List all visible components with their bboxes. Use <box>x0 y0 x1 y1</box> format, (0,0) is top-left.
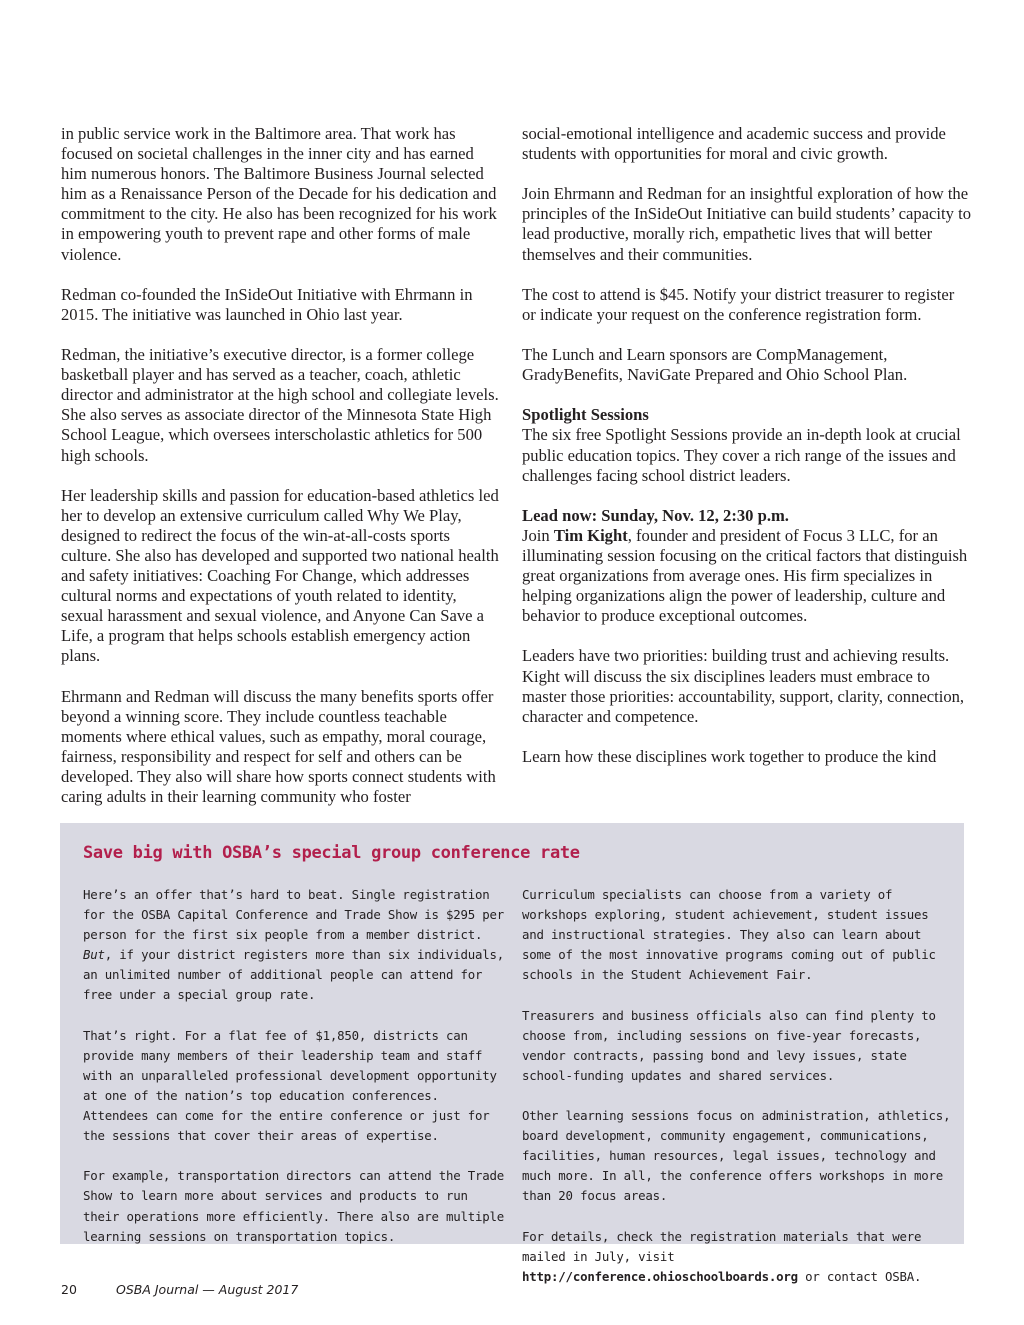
sidebar-paragraph: For example, transportation directors can attend the Trade Show to learn more about services and products to run their operations more efficiently. There also are multiple learning sessions on transportation topics. <box>83 1168 505 1244</box>
sidebar-paragraph: Other learning sessions focus on administration, athletics, board development, community engagement, communications, facilities, human resources, legal issues, technology and much more. In all, the conference offers workshops in more than 20 focus areas. <box>522 1108 951 1204</box>
sidebar-paragraph: Curriculum specialists can choose from a variety of workshops exploring, student achievement, student issues and instructional strategies. They also can learn about some of the most innovative programs coming out of public schools in the Student Achievement Fair. <box>522 887 936 983</box>
publication-name: OSBA Journal — August 2017 <box>116 1282 299 1297</box>
article-paragraph: The six free Spotlight Sessions provide an in-depth look at crucial public education topics. They cover a rich range of the issues and challenges facing school district leaders. <box>522 425 961 485</box>
text-run: , founder and president of Focus 3 LLC, for an illuminating session focusing on the critical factors that distinguish great organizations from average ones. His firm specializes in helping organizations align the power of leadership, culture and behavior to produce exceptional outcomes. <box>522 525 968 626</box>
article-paragraph: The cost to attend is $45. Notify your district treasurer to register or indicate your request on the conference registration form. <box>522 284 955 324</box>
right-article-column <box>522 124 972 787</box>
article-paragraph: in public service work in the Baltimore area. That work has focused on societal challenges in the inner city and has earned him numerous honors. The Baltimore Business Journal selected him as a Renaissance Person of the Decade for his dedication and commitment to the city. He also has been recognized for his work in empowering youth to prevent rape and other forms of male violence. <box>61 124 497 264</box>
text-run: Here’s an offer that’s hard to beat. Single registration for the OSBA Capital Conference and Trade Show is $295 per person for the first six people from a member district. <box>83 887 505 943</box>
lead-now-session-heading: Lead now: Sunday, Nov. 12, 2:30 p.m. <box>522 505 789 525</box>
text-run: or contact OSBA. <box>797 1268 922 1284</box>
sidebar-title: Save big with OSBA’s special group conference rate <box>83 843 580 863</box>
text-run: For details, check the registration materials that were mailed in July, visit <box>522 1228 922 1264</box>
spotlight-sessions-heading: Spotlight Sessions <box>522 405 649 425</box>
sidebar-paragraph: That’s right. For a flat fee of $1,850, districts can provide many members of their leadership team and staff with an unparalleled professional development opportunity at one of the nation’s top education conferences. Attendees can come for the entire conference or just for the sessions that cover their areas of expertise. <box>83 1027 497 1144</box>
article-paragraph: Her leadership skills and passion for education-based athletics led her to develop an extensive curriculum called Why We Play, designed to redirect the focus of the win-at-all-costs sports culture. She also has developed and supported two national health and safety initiatives: Coaching For Change, which addresses cultural norms and expectations of youth related to identity, sexual harassment and sexual violence, and Anyone Can Save a Life, a program that helps schools establish emergency action plans. <box>61 485 499 666</box>
article-paragraph: Ehrmann and Redman will discuss the many benefits sports offer beyond a winning score. They include countless teachable moments where ethical values, such as empathy, moral courage, fairness, responsibility and respect for self and others can be developed. They also will share how sports connect students with caring adults in their learning community who foster <box>61 686 496 807</box>
sidebar-left-column <box>83 885 508 1267</box>
page-number: 20 <box>61 1282 77 1297</box>
text-run: , if your district registers more than six individuals, an unlimited number of additional people can attend for free under a special group rate. <box>83 947 505 1003</box>
article-paragraph: The Lunch and Learn sponsors are CompManagement, GradyBenefits, NaviGate Prepared and Ohio School Plan. <box>522 345 908 385</box>
emphasis-text: But <box>83 947 105 963</box>
article-paragraph: Redman co-founded the InSideOut Initiative with Ehrmann in 2015. The initiative was launched in Ohio last year. <box>61 284 473 324</box>
speaker-name: Tim Kight <box>553 525 628 545</box>
article-paragraph <box>522 526 972 626</box>
sidebar-paragraph: Treasurers and business officials also can find plenty to choose from, including sessions on five-year forecasts, vendor contracts, passing bond and levy issues, state school-funding updates and shared services. <box>522 1007 936 1083</box>
article-paragraph: Learn how these disciplines work together to produce the kind <box>522 746 937 766</box>
article-paragraph: Redman, the initiative’s executive director, is a former college basketball player and has served as a teacher, coach, athletic director and administrator at the high school and collegiate levels. She also serves as associate director of the Minnesota State High School League, which oversees interscholastic athletics for 500 high schools. <box>61 345 499 465</box>
article-paragraph: Join Ehrmann and Redman for an insightful exploration of how the principles of the InSideOut Initiative can build students’ capacity to lead productive, morally rich, empathetic lives that will better themselves and their communities. <box>522 184 971 264</box>
conference-website-link[interactable]: http://conference.ohioschoolboards.org <box>522 1268 798 1284</box>
sidebar-paragraph <box>522 1227 952 1287</box>
sidebar-right-column <box>522 885 952 1307</box>
sidebar-paragraph <box>83 885 508 1006</box>
group-rate-sidebar <box>60 823 964 1284</box>
left-article-column <box>61 124 501 827</box>
article-paragraph: Leaders have two priorities: building trust and achieving results. Kight will discuss the six disciplines leaders must embrace to master those priorities: accountability, support, clarity, connection, character and competence. <box>522 646 965 726</box>
article-paragraph: social-emotional intelligence and academic success and provide students with opportunities for moral and civic growth. <box>522 124 946 164</box>
page-footer <box>61 1282 298 1297</box>
text-run: Join <box>522 525 554 545</box>
